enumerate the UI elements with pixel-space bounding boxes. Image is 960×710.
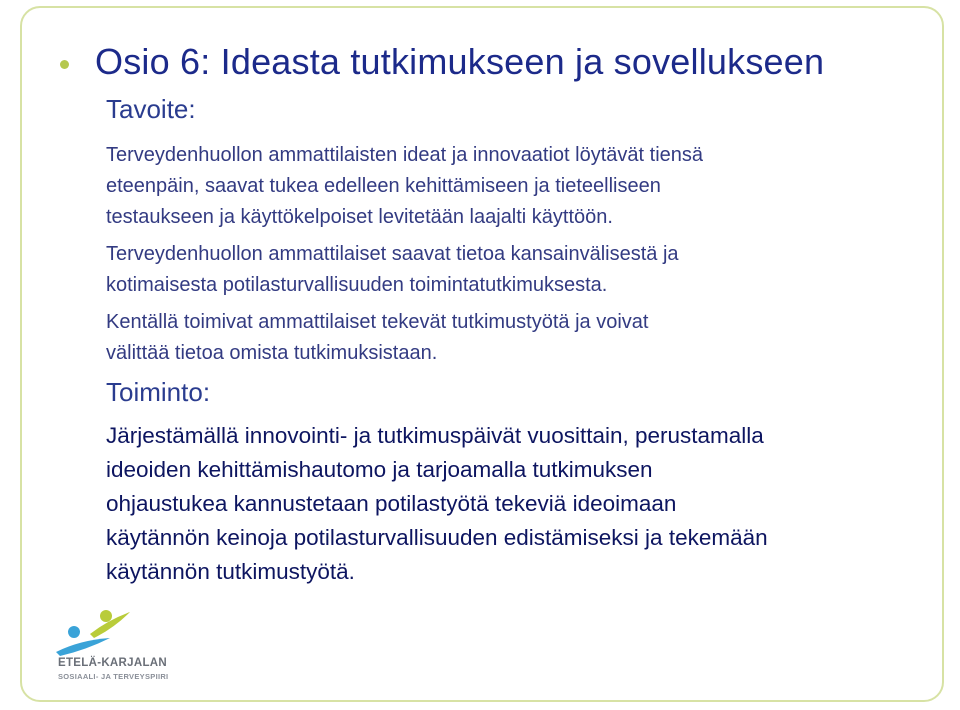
goal-line: välittää tietoa omista tutkimuksistaan. (106, 342, 438, 364)
logo-figures-icon (50, 606, 160, 656)
action-heading: Toiminto: (106, 377, 211, 407)
goal-line: kotimaisesta potilasturvallisuuden toimintatutkimuksesta. (106, 274, 608, 296)
action-line: Järjestämällä innovointi- ja tutkimuspäivät vuosittain, perustamalla (106, 423, 764, 448)
action-paragraph (106, 419, 916, 589)
logo-subtitle: SOSIAALI- JA TERVEYSPIIRI (58, 672, 169, 681)
goal-line: eteenpäin, saavat tukea edelleen kehittämiseen ja tieteelliseen (106, 175, 661, 197)
title-bullet-icon (60, 60, 69, 69)
goal-line: Terveydenhuollon ammattilaisten ideat ja innovaatiot löytävät tiensä (106, 144, 704, 166)
slide-title: Osio 6: Ideasta tutkimukseen ja sovellukseen (95, 41, 825, 82)
goal-paragraph-2 (106, 239, 916, 301)
goal-line: Kentällä toimivat ammattilaiset tekevät tutkimustyötä ja voivat (106, 311, 649, 333)
action-line: ideoiden kehittämishautomo ja tarjoamalla tutkimuksen (106, 457, 653, 482)
goal-paragraph-3 (106, 307, 916, 369)
title-row (60, 38, 824, 86)
goal-paragraph-1 (106, 140, 916, 233)
action-line: ohjaustukea kannustetaan potilastyötä tekeviä ideoimaan (106, 491, 677, 516)
organization-logo (50, 606, 169, 688)
slide-content (106, 92, 916, 589)
action-line: käytännön tutkimustyötä. (106, 559, 355, 584)
goal-heading: Tavoite: (106, 94, 196, 124)
goal-line: testaukseen ja käyttökelpoiset levitetään laajalti käyttöön. (106, 206, 613, 228)
action-line: käytännön keinoja potilasturvallisuuden edistämiseksi ja tekemään (106, 525, 768, 550)
goal-line: Terveydenhuollon ammattilaiset saavat tietoa kansainvälisestä ja (106, 243, 679, 265)
logo-name: ETELÄ-KARJALAN (58, 657, 167, 669)
